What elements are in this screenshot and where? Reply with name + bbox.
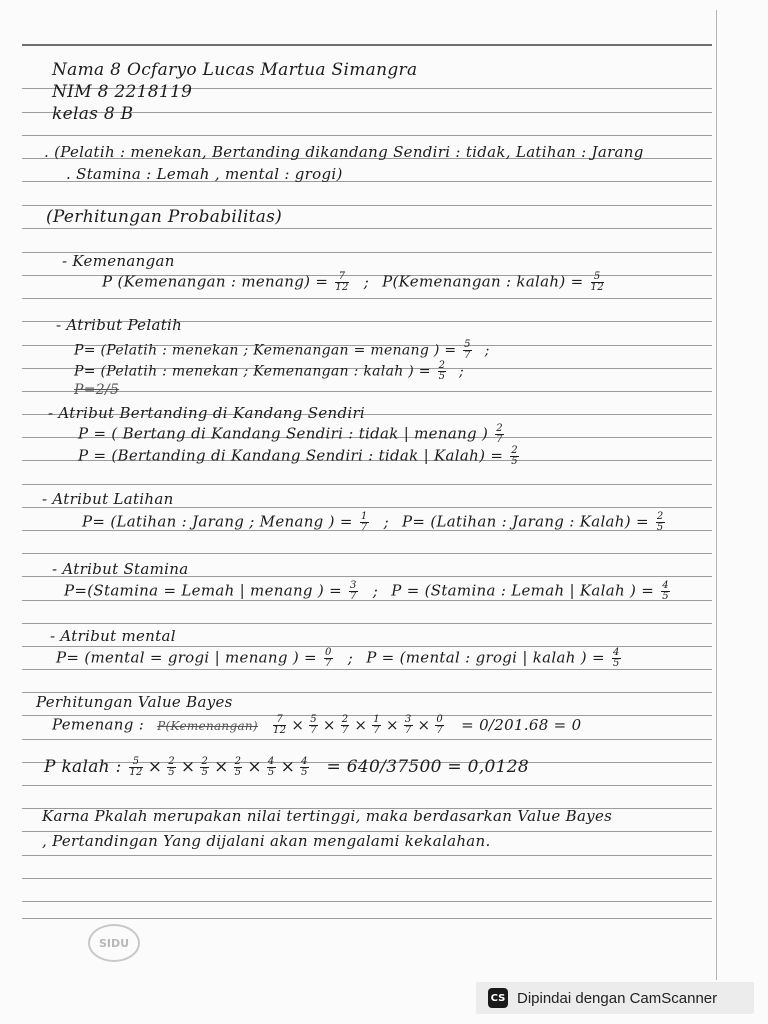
bertanding-kalah-text: P = (Bertanding di Kandang Sendiri : tidak | Kalah) = [78, 446, 504, 465]
mental-heading: - Atribut mental [50, 627, 176, 645]
camscanner-logo-icon: CS [488, 988, 508, 1008]
bertanding-line-1 [78, 424, 506, 445]
pemenang-result: = 0/201.68 = 0 [461, 715, 582, 734]
mental-line [56, 648, 623, 669]
student-name: Nama 8 Ocfaryo Lucas Martua Simangra [52, 60, 418, 80]
kemenangan-kalah-fraction: $\frac{5}{12}$ [590, 271, 604, 293]
kalah-fraction: $\frac{2}{5}$ [168, 756, 175, 778]
pemenang-strikethrough: P(Kemenangan) [157, 718, 258, 733]
ruled-line [22, 901, 712, 902]
ruled-line [22, 228, 712, 229]
pemenang-fraction: $\frac{7}{12}$ [273, 714, 287, 736]
ruled-line [22, 855, 712, 856]
ruled-line [22, 391, 712, 392]
mental-menang-text: P= (mental = grogi | menang ) = [56, 648, 317, 667]
latihan-kalah-text: P= (Latihan : Jarang : Kalah) = [402, 512, 649, 531]
latihan-kalah-fraction: $\frac{2}{5}$ [656, 511, 664, 533]
stamina-kalah-fraction: $\frac{4}{5}$ [662, 580, 669, 602]
ruled-line [22, 669, 712, 670]
section-title: (Perhitungan Probabilitas) [46, 207, 283, 227]
ruled-line [22, 623, 712, 624]
ruled-line [22, 484, 712, 485]
camscanner-text: Dipindai dengan CamScanner [517, 989, 718, 1007]
pelatih-heading: - Atribut Pelatih [56, 316, 183, 334]
pelatih-end-2: ; [459, 363, 465, 380]
pemenang-times-sign: × [322, 715, 336, 734]
ruled-line [22, 739, 712, 740]
kalah-fractions [127, 757, 310, 777]
bertanding-menang-text: P = ( Bertang di Kandang Sendiri : tidak | menang ) [78, 424, 489, 443]
intro-line-2: . Stamina : Lemah , mental : grogi) [66, 165, 343, 183]
kalah-fraction: $\frac{4}{5}$ [267, 756, 275, 778]
notebook-seal-logo: SIDU [88, 924, 140, 962]
kalah-fraction: $\frac{2}{5}$ [201, 756, 209, 778]
ruled-line [22, 135, 712, 136]
conclusion-line-2: , Pertandingan Yang dijalani akan mengalami kekalahan. [42, 832, 491, 850]
latihan-menang-fraction: $\frac{1}{7}$ [360, 511, 368, 533]
pemenang-times-sign: × [354, 715, 368, 734]
pemenang-fraction: $\frac{2}{7}$ [341, 714, 349, 736]
pelatih-line-1 [74, 340, 490, 361]
latihan-separator: ; [383, 512, 389, 531]
bertanding-heading: - Atribut Bertanding di Kandang Sendiri [48, 404, 366, 422]
kalah-label: P kalah : [44, 757, 122, 777]
mental-menang-fraction: $\frac{0}{7}$ [325, 647, 332, 669]
student-class: kelas 8 B [52, 104, 134, 124]
stamina-kalah-text: P = (Stamina : Lemah | Kalah ) = [391, 581, 655, 600]
kemenangan-menang-text: P (Kemenangan : menang) = [102, 272, 329, 291]
pemenang-times-sign: × [417, 715, 431, 734]
ruled-line [22, 918, 712, 919]
pemenang-line [52, 715, 581, 736]
ruled-line [22, 785, 712, 786]
kemenangan-heading: - Kemenangan [62, 252, 175, 270]
kalah-times-sign: × [147, 757, 163, 777]
conclusion-line-1: Karna Pkalah merupakan nilai tertinggi, maka berdasarkan Value Bayes [42, 807, 613, 825]
margin-rule [716, 10, 717, 980]
pelatih-menang-fraction: $\frac{5}{7}$ [464, 339, 471, 361]
bertanding-kalah-fraction: $\frac{2}{5}$ [511, 445, 518, 467]
kemenangan-menang-fraction: $\frac{7}{12}$ [335, 271, 349, 293]
kalah-times-sign: × [180, 757, 196, 777]
pemenang-times-sign: × [291, 715, 305, 734]
kalah-times-sign: × [280, 757, 296, 777]
top-rule [22, 44, 712, 46]
stamina-line [64, 581, 672, 602]
latihan-line [82, 512, 667, 533]
stamina-separator: ; [372, 581, 379, 600]
kalah-result: = 640/37500 = 0,0128 [326, 757, 529, 777]
pelatih-scribble: P=2/5 [74, 382, 120, 398]
pemenang-label: Pemenang : [52, 715, 145, 734]
student-nim: NIM 8 2218119 [52, 82, 193, 102]
intro-line-1: . (Pelatih : menekan, Bertanding dikandang Sendiri : tidak, Latihan : Jarang [44, 143, 644, 161]
pelatih-kalah-fraction: $\frac{2}{5}$ [438, 360, 446, 382]
pemenang-fraction: $\frac{5}{7}$ [310, 714, 317, 736]
camscanner-watermark [476, 982, 754, 1014]
latihan-menang-text: P= (Latihan : Jarang ; Menang ) = [82, 512, 353, 531]
pemenang-fractions [271, 716, 446, 734]
latihan-heading: - Atribut Latihan [42, 490, 174, 508]
mental-kalah-text: P = (mental : grogi | kalah ) = [366, 648, 605, 667]
pelatih-end-1: ; [484, 342, 490, 359]
pemenang-fraction: $\frac{3}{7}$ [404, 714, 412, 736]
ruled-line [22, 553, 712, 554]
bertanding-line-2 [78, 446, 521, 467]
pemenang-fraction: $\frac{0}{7}$ [436, 714, 444, 736]
kemenangan-kalah-text: P(Kemenangan : kalah) = [382, 272, 584, 291]
mental-kalah-fraction: $\frac{4}{5}$ [612, 647, 620, 669]
stamina-menang-text: P=(Stamina = Lemah | menang ) = [64, 581, 342, 600]
stamina-menang-fraction: $\frac{3}{7}$ [350, 580, 357, 602]
kalah-times-sign: × [247, 757, 262, 777]
bertanding-menang-fraction: $\frac{2}{7}$ [496, 423, 503, 445]
kalah-fraction: $\frac{2}{5}$ [234, 756, 242, 778]
pelatih-kalah-text: P= (Pelatih : menekan ; Kemenangan : kalah ) = [74, 363, 431, 380]
kalah-fraction: $\frac{5}{12}$ [129, 756, 143, 778]
pemenang-times-sign: × [385, 715, 399, 734]
ruled-line [22, 298, 712, 299]
pemenang-fraction: $\frac{1}{7}$ [373, 714, 380, 736]
pelatih-line-2 [74, 361, 464, 382]
kalah-line [44, 757, 529, 778]
kemenangan-separator: ; [363, 272, 370, 291]
kalah-fraction: $\frac{4}{5}$ [301, 756, 308, 778]
stamina-heading: - Atribut Stamina [52, 560, 189, 578]
bayes-heading: Perhitungan Value Bayes [36, 693, 233, 711]
ruled-line [22, 878, 712, 879]
ruled-line [22, 646, 712, 647]
kemenangan-line [102, 272, 606, 293]
kalah-times-sign: × [214, 757, 229, 777]
mental-separator: ; [347, 648, 354, 667]
ruled-line [22, 205, 712, 206]
pelatih-menang-text: P= (Pelatih : menekan ; Kemenangan = menang ) = [74, 342, 457, 359]
